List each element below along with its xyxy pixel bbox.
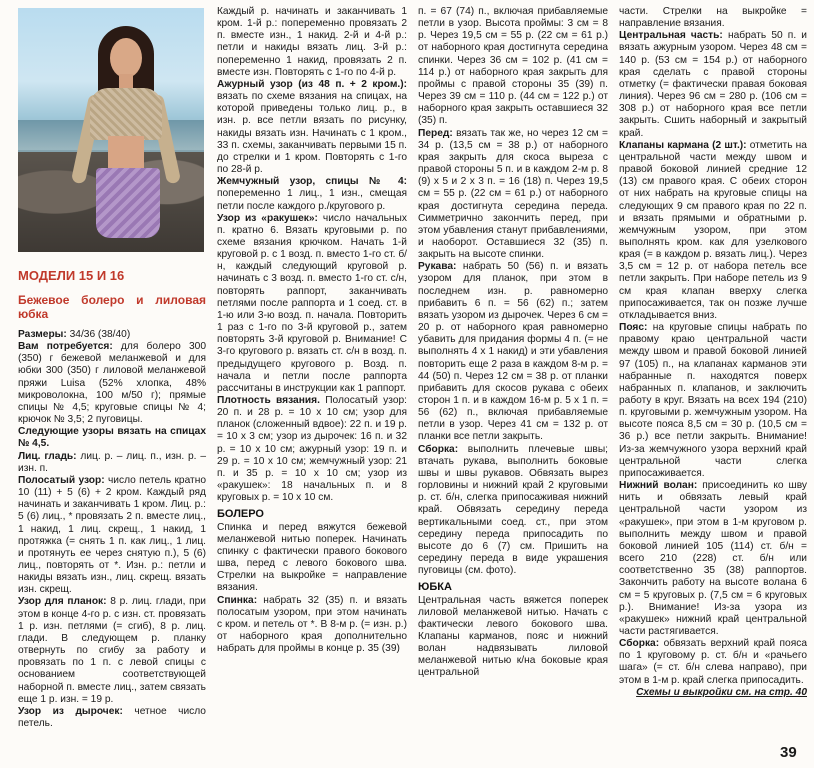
paragraph-lead: Ажурный узор (из 48 п. + 2 кром.): — [217, 78, 407, 90]
paragraph-lead: Следующие узоры вязать на спицах № 4,5. — [18, 426, 206, 450]
text-paragraph: Узор для планок: 8 р. лиц. глади, при этом в конце 4-го р. с изн. ст. провязать 1 р. изн. петлями (= сгиб), 8 р. лиц. глади. В следующем р. планку отвернуть по сгибу за работу и провязать по 1 п. с левой спицы с основанием соответствующей наборной п. вместе лиц., затем связать еще 1 р. изн. = 19 р. — [18, 596, 206, 705]
paragraph-lead: Размеры: — [18, 329, 67, 340]
text-paragraph: Ажурный узор (из 48 п. + 2 кром.): вязать по схеме вязания на спицах, на которой приведены только лиц. р., в изн. р. все петли вязать по рисунку, накиды вязать изн. Начинать с 1 кром., 33 п. схемы, заканчивать первыми 15 п. до стрелки и 1 кром. Повторять с 1-го по 28-й р. — [217, 78, 407, 176]
page-number: 39 — [780, 744, 797, 761]
model-photo — [18, 8, 204, 252]
text-paragraph: Сборка: выполнить плечевые швы; втачать рукава, выполнить боковые швы и швы рукавов. Обвязать вырез горловины и нижний край 2 круговыми р. ст. б/н, слегка припосаживая нижний край. Обвязать середину переда вертикальными соед. ст., при этом середину переда припосадить по высоте до 6 (7) см. Пришить на середину переда в виде украшения пуговицы (см. фото). — [418, 443, 608, 577]
text-paragraph: Перед: вязать так же, но через 12 см = 34 р. (13,5 см = 38 р.) от наборного края закрыть для скоса выреза с правой стороны 5 п. и в каждом 2-м р. 8 (9) х 5 и 2 х 3 п. = 16 (18) п. Через 19,5 см = 55 р. (22 см = 61 р.) от наборного края достигнута середина переда. Симметрично закончить перед, при этом убавления станут прибавлениями, и наоборот. Оставшиеся 32 (35) п. закрыть на высоте спинки. — [418, 127, 608, 261]
column-2 — [217, 6, 407, 655]
text-paragraph: Узор из дырочек: четное число петель. — [18, 705, 206, 729]
text-paragraph: Жемчужный узор, спицы № 4: попеременно 1 лиц., 1 изн., смещая петли после каждого р./кругового р. — [217, 176, 407, 212]
section-heading: ЮБКА — [418, 581, 452, 594]
paragraph-lead: Узор из «ракушек»: — [217, 212, 318, 224]
paragraph-lead: Вам потребуется: — [18, 341, 113, 353]
paragraph-lead: Перед: — [418, 127, 453, 139]
text-paragraph: Полосатый узор: число петель кратно 10 (11) + 5 (6) + 2 кром. Каждый ряд начинать и заканчивать 1 кром. Лиц. р.: 5 (6) лиц., * провязать 2 п. вместе лиц., 1 накид, 1 лиц. скрещ., 1 накид, 1 протяжка (= снять 1 п. как лиц., 1 лиц. и протянуть ее через снятую п.), 5 (6) лиц., повторять от *. Изн. р.: петли и накиды вязать изн., лиц. скрещ. вязать изн. скрещ. — [18, 474, 206, 596]
text-paragraph: Плотность вязания. Полосатый узор: 20 п. и 28 р. = 10 х 10 см; узор для планок (сложенный вдвое): 22 п. и 19 р. = 10 х 3 см; узор из дырочек: 16 п. и 32 р. = 10 х 10 см; ажурный узор: 19 п. и 29 р. = 10 х 10 см; жемчужный узор: 21 п. и 35 р. = 10 х 10 см; узор из «ракушек»: 18 начальных п. и 8 круговых р. = 10 х 10 см. — [217, 395, 407, 504]
models-title: МОДЕЛИ 15 И 16 — [18, 268, 125, 283]
paragraph-lead: Плотность вязания. — [217, 395, 320, 406]
paragraph-lead: Узор для планок: — [18, 596, 107, 608]
paragraph-lead: Рукава: — [418, 261, 457, 273]
text-paragraph: Спинка: набрать 32 (35) п. и вязать полосатым узором, при этом начинать с кром. и петель от *. В 8-м р. (= изн. р.) от наборного края дополнительно набрать для проймы в конце р. 35 (39) — [217, 594, 407, 655]
text-paragraph: Вам потребуется: для болеро 300 (350) г бежевой меланжевой и для юбки 300 (350) г лиловой меланжевой пряжи Luisa (52% хлопка, 48% микроволокна, 100 м/50 г); прямые спицы № 4,5; круговые спицы № 4; крючок № 3,5; 2 пуговицы. — [18, 341, 206, 426]
see-page-reference: Схемы и выкройки см. на стр. 40 — [636, 686, 807, 698]
section-heading: БОЛЕРО — [217, 508, 264, 521]
paragraph-lead: Сборка: — [619, 638, 660, 650]
column-3 — [418, 6, 608, 680]
text-paragraph: части. Стрелки на выкройке = направление вязания. — [619, 6, 807, 30]
paragraph-lead: Жемчужный узор, спицы № 4: — [217, 176, 407, 188]
text-paragraph: п. = 67 (74) п., включая прибавляемые петли в узор. Высота проймы: 3 см = 8 р. Через 19,5 см = 55 р. (22 см = 61 р.) от наборного края достигнута середина спинки. Через 36 см = 102 р. (41 см = 114 р.) от наборного края закрыть для проймы с правой стороны 35 (39) п. Через 39 см = 110 р. (44 см = 122 р.) от наборного края закрыть оставшиеся 32 (35) п. — [418, 6, 608, 127]
column-4 — [619, 6, 807, 699]
paragraph-lead: Пояс: — [619, 322, 648, 334]
column-1-body — [18, 329, 206, 730]
paragraph-lead: Нижний волан: — [619, 480, 698, 492]
paragraph-lead: Клапаны кармана (2 шт.): — [619, 139, 747, 151]
text-paragraph: Каждый р. начинать и заканчивать 1 кром. 1-й р.: попеременно провязать 2 п. вместе изн., 1 накид. 2-й и 4-й р.: петли и накиды вязать лиц. 3-й р.: попеременно 1 накид, провязать 2 п. вместе изн. Повторять с 1-го по 4-й р. — [217, 6, 407, 78]
paragraph-lead: Сборка: — [418, 443, 459, 455]
text-paragraph: Нижний волан: присоединить ко шву нить и обвязать левый край центральной части узором из «ракушек», при этом в 1-м круговом р. выполнить между швом и правой боковой линией 105 (114) ст. б/н = всего 210 (228) ст. б/н или соответственно 35 (38) раппортов. Закончить работу на высоте волана 6 см = 5 круговых р. (7,5 см = 6 круговых р.). Внимание! Из-за узора из «ракушек» нижний край центральной части растягивается. — [619, 480, 807, 637]
text-paragraph: Размеры: 34/36 (38/40) — [18, 329, 131, 340]
text-paragraph: Рукава: набрать 50 (56) п. и вязать узором для планок, при этом в последнем изн. р. равномерно прибавить 6 п. = 56 (62) п.; затем вязать узором из дырочек. Через 6 см = 20 р. от наборного края равномерно убавить для придания формы 4 п. (= не выполнять 4 х 1 накид) и эти убавления повторить еще 2 раза в каждом 8-м р. = 44 (50) п. Через 12 см = 38 р. от планки прибавить для скосов рукава с обеих сторон 1 п. и в каждом 16-м р. 5 х 1 п. = 56 (62) п., включая прибавляемые петли в узор. Через 41 см = 132 р. от планки все петли закрыть. — [418, 261, 608, 443]
paragraph-lead: Центральная часть: — [619, 30, 723, 42]
paragraph-lead: Полосатый узор: — [18, 474, 105, 486]
paragraph-lead: Спинка: — [217, 594, 258, 606]
text-paragraph: Лиц. гладь: лиц. р. – лиц. п., изн. р. – изн. п. — [18, 450, 206, 474]
text-paragraph: Спинка и перед вяжутся бежевой меланжевой нитью поперек. Начинать спинку с фактически правого бокового шва, перед с левого бокового шва. Стрелки на выкройке = направление вязания. — [217, 521, 407, 594]
text-paragraph — [619, 687, 807, 699]
text-paragraph — [18, 426, 206, 450]
paragraph-lead: Узор из дырочек: — [18, 705, 123, 717]
paragraph-lead: Лиц. гладь: — [18, 450, 77, 462]
text-paragraph: Сборка: обвязать верхний край пояса по 1 круговому р. ст. б/н и «рачьего шага» (= ст. б/н слева направо), при этом в 1-м р. край слегка припосадить. — [619, 638, 807, 686]
text-paragraph: Узор из «ракушек»: число начальных п. кратно 6. Вязать круговыми р. по схеме вязания крючком. Начать 1-й круговой р. с 1 возд. п. вместо 1-го ст. б/н, каждый следующий круговой р. начинать с 3 возд. п. вместо 1-го ст. с/н, повторять раппорт, заканчивать петлями после раппорта и 1 соед. ст. в 1-ю или 3-ю возд. п. начала. Повторить 1 раз с 1-го по 3-й круговой р., затем повторять 3-й круговой р. Внимание! С 3-го кругового р. вязать ст. с/н в возд. п. предыдущего кругового р. Возд. п. начала и петли после раппорта рассчитаны в инструкции как 1 раппорт. — [217, 212, 407, 394]
text-paragraph: Центральная часть: набрать 50 п. и вязать ажурным узором. Через 48 см = 140 р. (53 см = 154 р.) от наборного края сделать с правой стороны отметку (= фактически правая боковая линия). Через 96 см = 280 р. (106 см = 308 р.) от наборного края все петли закрыть. Сшить наборный и закрытый край. — [619, 30, 807, 139]
text-paragraph: Центральная часть вяжется поперек лиловой меланжевой нитью. Начать с фактически левого бокового шва. Клапаны карманов, пояс и нижний волан надвязывать лиловой меланжевой нитью к/на боковые края центральной — [418, 594, 608, 679]
column-1 — [18, 268, 206, 730]
text-paragraph: Пояс: на круговые спицы набрать по правому краю центральной части между швом и правой боковой линией 97 (105) п., на клапанах карманов эти набранные п. находятся поверх набранных п. клапанов, и заключить работу в круг. Вязать на всех 194 (210) п. круговыми р. жемчужным узором. На высоте пояса 8,5 см = 30 р. (10,5 см = 36 р.) все петли закрыть. Внимание! Из-за жемчужного узора верхний край центральной части слегка припосаживается. — [619, 322, 807, 479]
text-paragraph: Клапаны кармана (2 шт.): отметить на центральной части между швом и правой боковой линией средние 12 (13) см правого края. С обеих сторон от них набрать на круговые спицы на следующих 9 см правого края по 22 п. и вязать прямыми и обратными р. жемчужным узором, при этом выполнять кром. как для узелкового края (= в каждом р. вязать лиц.). Через 3,5 см = 12 р. от набора петель все петли закрыть. При наборе петель из 9 см края клапан вверху слегка припосаживается, так он позже лучше откладывается вниз. — [619, 139, 807, 321]
models-subtitle: Бежевое болеро и лиловая юбка — [18, 293, 206, 321]
